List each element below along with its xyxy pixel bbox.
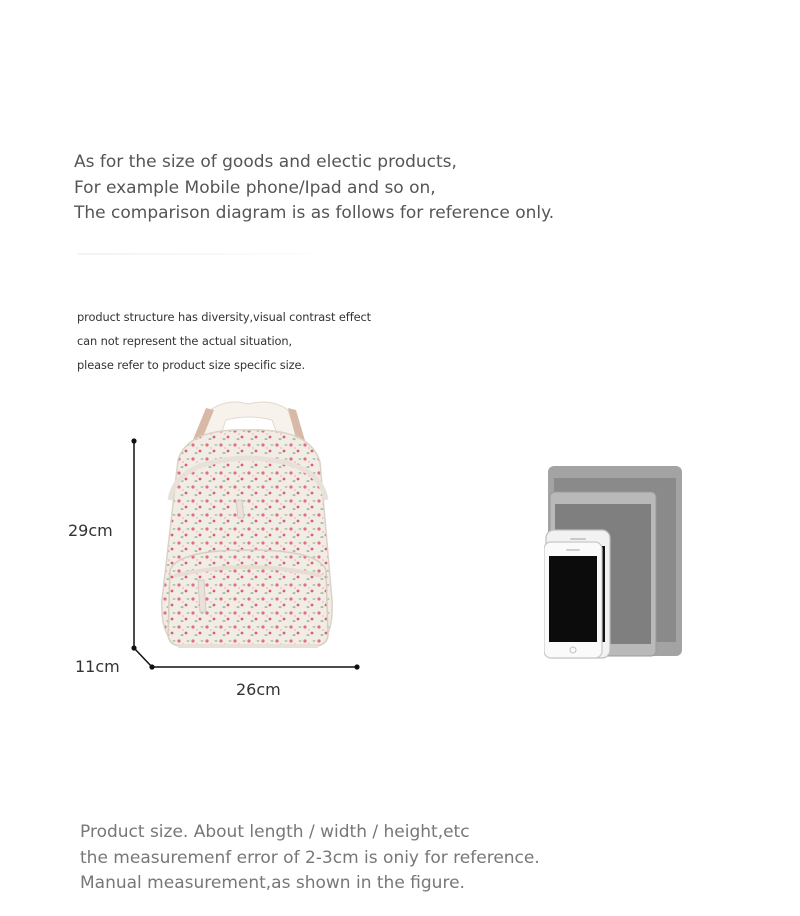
backpack-image bbox=[148, 400, 348, 662]
intro-line-3: The comparison diagram is as follows for reference only. bbox=[74, 203, 555, 223]
intro-line-2: For example Mobile phone/Ipad and so on, bbox=[74, 177, 436, 198]
notice-line-1: product structure has diversity,visual contrast effect bbox=[77, 310, 372, 324]
notice-line-2: can not represent the actual situation, bbox=[77, 334, 293, 348]
depth-label: 11cm bbox=[75, 657, 120, 676]
intro-line-1: As for the size of goods and electic products, bbox=[74, 152, 457, 172]
notice-line-3: please refer to product size specific size. bbox=[77, 358, 305, 372]
footer-line-2: the measuremenf error of 2-3cm is oniy for reference. bbox=[80, 847, 540, 868]
height-label: 29cm bbox=[68, 521, 113, 540]
width-label: 26cm bbox=[236, 680, 281, 699]
footer-text bbox=[80, 820, 540, 897]
device-comparison-image bbox=[544, 464, 686, 660]
footer-line-3: Manual measurement,as shown in the figure. bbox=[80, 873, 465, 893]
footer-line-1: Product size. About length / width / height,etc bbox=[80, 822, 470, 842]
